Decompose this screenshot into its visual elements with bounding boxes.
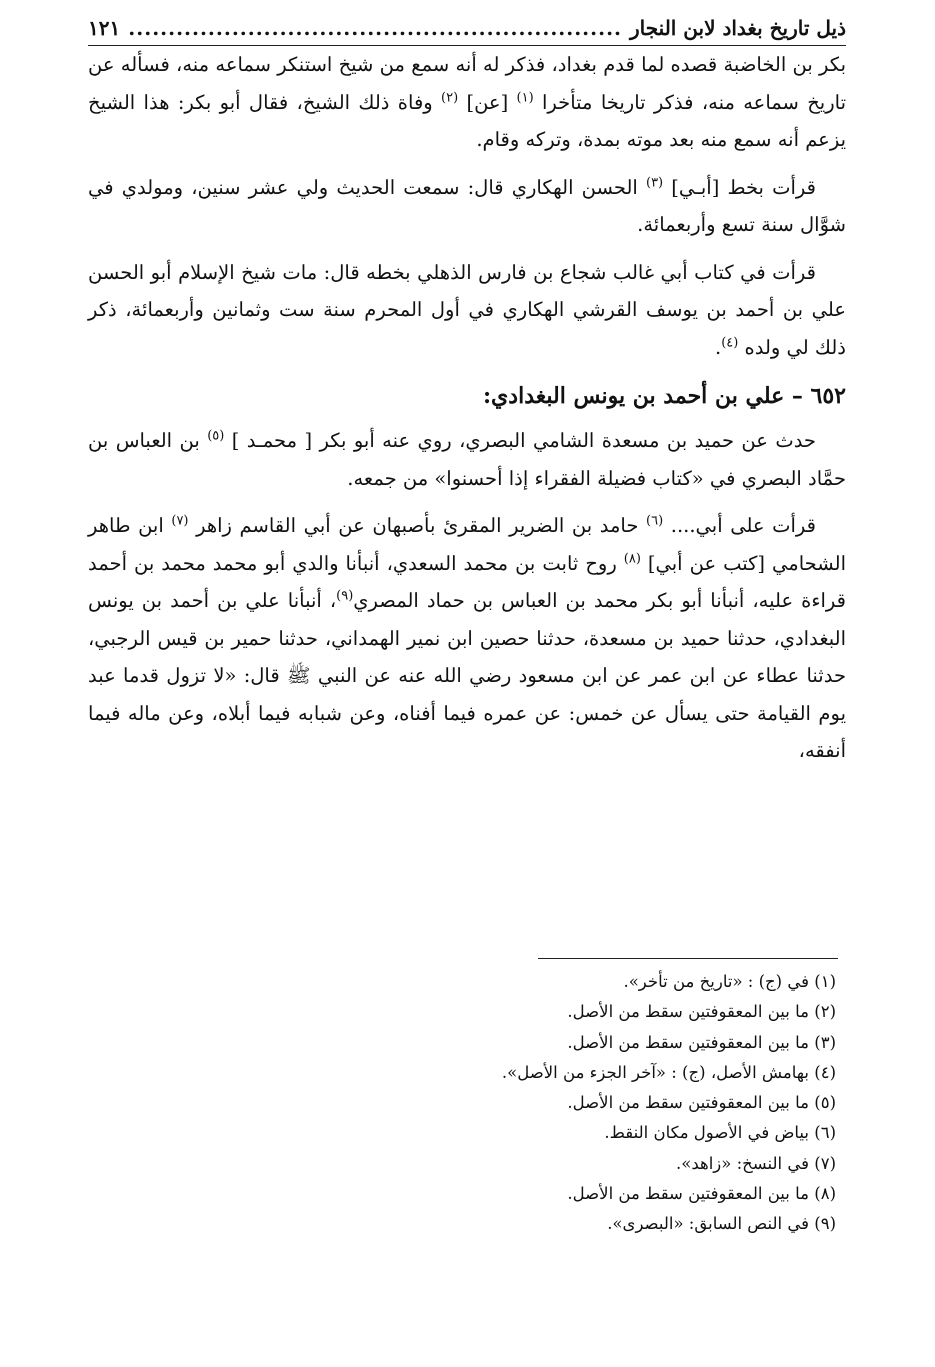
- text-run: [عن]: [458, 90, 517, 114]
- running-title: ذيل تاريخ بغداد لابن النجار: [630, 16, 846, 40]
- footnote-marker: (١): [516, 90, 534, 105]
- page-number: ١٢١: [88, 16, 121, 40]
- footnote-marker: (٥): [207, 428, 225, 444]
- book-page: [88, 14, 846, 1234]
- text-run: .: [714, 335, 722, 359]
- leader-dots: [128, 14, 622, 42]
- text-run: قرأت بخط [أبـي]: [663, 175, 816, 199]
- footnote-item: (٨) ما بين المعقوفتين سقط من الأصل.: [567, 1184, 836, 1204]
- footnote-item: (١) في (ج) : «تاريخ من تأخر».: [623, 972, 836, 991]
- paragraphs-before-entry: [88, 46, 846, 366]
- text-run: ، أنبأنا علي بن أحمد بن يونس البغدادي، حدثنا حميد بن مسعدة، حدثنا حصين ابن نمير الهمداني، حدثنا حمير بن قيس الرجبي، حدثنا عطاء عن ابن عمر عن ابن مسعود رضي الله عنه عن النبي ﷺ قال: «لا تزول قدما عبد يوم القيامة حتى يسأل عن خمس: عن عمره فيما أفناه، وعن شبابه فيما أبلاه، وعن ماله فيما أنفقه،: [88, 589, 846, 762]
- paragraph: [88, 422, 846, 497]
- text-run: وفاة ذلك الشيخ، فقال أبو بكر: هذا الشيخ يزعم أنه سمع منه بعد موته بمدة، وتركه وقام.: [88, 90, 846, 151]
- text-run: روح ثابت بن محمد السعدي، أنبأنا والدي أبو محمد محمد بن أحمد قراءة عليه، أنبأنا أبو بكر محمد بن العباس بن حماد المصري: [88, 551, 846, 612]
- footnote-item: (٧) في النسخ: «زاهد».: [676, 1153, 836, 1173]
- main-text: [88, 46, 846, 770]
- footnote-separator-rule: [538, 958, 838, 959]
- footnote-item: (٩) في النص السابق: «البصرى».: [607, 1214, 836, 1234]
- text-run: بن العباس بن حمَّاد البصري في «كتاب فضيلة الفقراء إذا أحسنوا» من جمعه.: [88, 429, 846, 490]
- text-run: حامد بن الضرير المقرئ بأصبهان عن أبي القاسم زاهر: [188, 514, 647, 537]
- footnote-marker: (٤): [721, 335, 739, 350]
- footnote-item: (٤) بهامش الأصل، (ج) : «آخر الجزء من الأصل».: [501, 1062, 836, 1082]
- text-run: قرأت على أبي....: [663, 514, 816, 537]
- running-header: [88, 14, 846, 46]
- footnotes-section: [88, 958, 846, 1240]
- paragraph: [88, 254, 846, 367]
- footnote-list: [88, 967, 846, 1240]
- paragraph: [88, 46, 846, 159]
- text-run: حدث عن حميد بن مسعدة الشامي البصري، روي عنه أبو بكر [ محمـد ]: [224, 429, 816, 452]
- footnote-marker: (٢): [441, 90, 459, 105]
- text-run: الحسن الهكاري قال: سمعت الحديث ولي عشر سنين، ومولدي في شوَّال سنة تسع وأربعمائة.: [88, 175, 846, 236]
- footnote-marker: (٧): [171, 513, 189, 529]
- entry-paragraphs: [88, 422, 846, 770]
- footnote-item: (٣) ما بين المعقوفتين سقط من الأصل.: [567, 1032, 836, 1052]
- footnote-marker: (٨): [623, 551, 641, 566]
- footnote-item: (٦) بياض في الأصول مكان النقط.: [604, 1123, 836, 1143]
- footnote-marker: (٩): [336, 588, 354, 604]
- paragraph: [88, 169, 846, 244]
- text-run: ابن طاهر الشحامي [كتب عن أبي]: [88, 514, 846, 575]
- footnote-marker: (٣): [645, 175, 664, 190]
- paragraph: [88, 507, 846, 770]
- entry-heading: ٦٥٢ – علي بن أحمد بن يونس البغدادي:: [482, 383, 846, 409]
- footnote-item: (٢) ما بين المعقوفتين سقط من الأصل.: [567, 1002, 836, 1022]
- footnote-marker: (٦): [646, 513, 664, 529]
- text-run: بكر بن الخاضبة قصده لما قدم بغداد، فذكر له أنه سمع من شيخ استنكر سماعه منه، فسأله عن تاريخ سماعه منه، فذكر تاريخا متأخرا: [88, 53, 846, 114]
- footnote-item: (٥) ما بين المعقوفتين سقط من الأصل.: [567, 1093, 836, 1113]
- text-run: قرأت في كتاب أبي غالب شجاع بن فارس الذهلي بخطه قال: مات شيخ الإسلام أبو الحسن علي بن أحمد بن يوسف القرشي الهكاري في أول المحرم سنة ست وثمانين وأربعمائة، ذكر ذلك لي ولده: [88, 260, 846, 359]
